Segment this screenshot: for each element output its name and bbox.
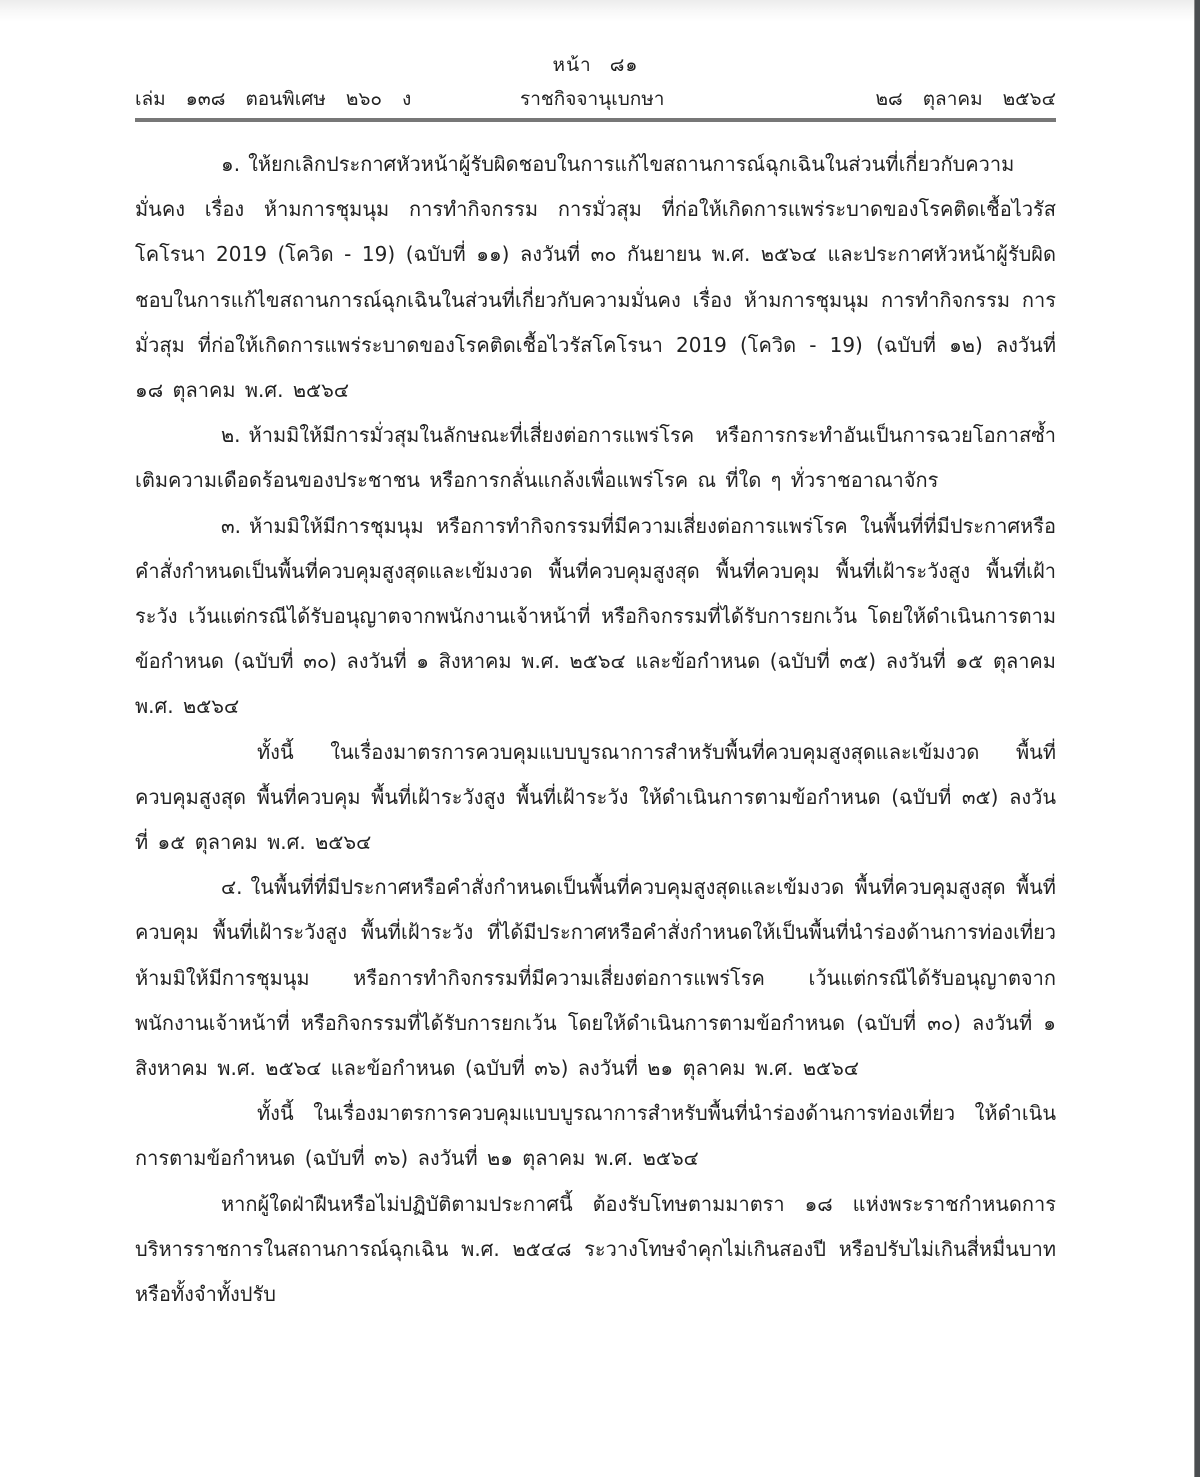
clause-number: ๓. [221,513,242,538]
clause-4 [135,865,1056,1091]
document-body [135,142,1056,1317]
page-number-value: ๘๑ [609,54,639,76]
penalty-paragraph [135,1182,1056,1318]
page-label: หน้า [552,54,592,76]
clause-text: ห้ามมิให้มีการมั่วสุมในลักษณะที่เสี่ยงต่อการแพร่โรค หรือการกระทำอันเป็นการฉวยโอกาสซ้ำเติมความเดือดร้อนของประชาชน หรือการกลั่นแกล้งเพื่อแพร่โรค ณ ที่ใด ๆ ทั่วราชอาณาจักร [135,423,1056,493]
clause-text: ให้ยกเลิกประกาศหัวหน้าผู้รับผิดชอบในการแก้ไขสถานการณ์ฉุกเฉินในส่วนที่เกี่ยวกับความมั่นคง เรื่อง ห้ามการชุมนุม การทำกิจกรรม การมั่วสุม ที่ก่อให้เกิดการแพร่ระบาดของโรคติดเชื้อไวรัสโคโรนา 2019 (โควิด - 19) (ฉบับที่ ๑๑) ลงวันที่ ๓๐ กันยายน พ.ศ. ๒๕๖๔ และประกาศหัวหน้าผู้รับผิดชอบในการแก้ไขสถานการณ์ฉุกเฉินในส่วนที่เกี่ยวกับความมั่นคง เรื่อง ห้ามการชุมนุม การทำกิจกรรม การมั่วสุม ที่ก่อให้เกิดการแพร่ระบาดของโรคติดเชื้อไวรัสโคโรนา 2019 (โควิด - 19) (ฉบับที่ ๑๒) ลงวันที่ ๑๘ ตุลาคม พ.ศ. ๒๕๖๔ [135,152,1056,403]
clause-number: ๔. [221,875,243,900]
penalty-text: หากผู้ใดฝ่าฝืนหรือไม่ปฏิบัติตามประกาศนี้ ต้องรับโทษตามมาตรา ๑๘ แห่งพระราชกำหนดการบริหารราชการในสถานการณ์ฉุกเฉิน พ.ศ. ๒๕๔๘ ระวางโทษจำคุกไม่เกินสองปี หรือปรับไม่เกินสี่หมื่นบาท หรือทั้งจำทั้งปรับ [135,1191,1056,1307]
clause-2 [135,413,1056,503]
note-text: ทั้งนี้ ในเรื่องมาตรการควบคุมแบบบูรณาการสำหรับพื้นที่ควบคุมสูงสุดและเข้มงวด พื้นที่ควบคุมสูงสุด พื้นที่ควบคุม พื้นที่เฝ้าระวังสูง พื้นที่เฝ้าระวัง ให้ดำเนินการตามข้อกำหนด (ฉบับที่ ๓๕) ลงวันที่ ๑๕ ตุลาคม พ.ศ. ๒๕๖๔ [135,739,1056,855]
publication-date: ๒๘ ตุลาคม ๒๕๖๔ [875,88,1056,110]
viewer-top-shadow [0,0,1195,22]
clause-4-note [135,1091,1056,1181]
clause-text: ห้ามมิให้มีการชุมนุม หรือการทำกิจกรรมที่มีความเสี่ยงต่อการแพร่โรค ในพื้นที่ที่มีประกาศหรือคำสั่งกำหนดเป็นพื้นที่ควบคุมสูงสุดและเข้มงวด พื้นที่ควบคุมสูงสุด พื้นที่ควบคุม พื้นที่เฝ้าระวังสูง พื้นที่เฝ้าระวัง เว้นแต่กรณีได้รับอนุญาตจากพนักงานเจ้าหน้าที่ หรือกิจกรรมที่ได้รับการยกเว้น โดยให้ดำเนินการตามข้อกำหนด (ฉบับที่ ๓๐) ลงวันที่ ๑ สิงหาคม พ.ศ. ๒๕๖๔ และข้อกำหนด (ฉบับที่ ๓๕) ลงวันที่ ๑๕ ตุลาคม พ.ศ. ๒๕๖๔ [135,513,1056,719]
clause-number: ๒. [221,423,241,448]
publication-title: ราชกิจจานุเบกษา [520,88,665,110]
volume-info: เล่ม ๑๓๘ ตอนพิเศษ ๒๖๐ ง [135,88,412,110]
clause-3-note [135,730,1056,866]
header-rule [135,118,1056,122]
page-number [135,50,1056,80]
running-header [135,84,1056,112]
viewer-scrollbar-edge[interactable] [1194,0,1200,1477]
note-text: ทั้งนี้ ในเรื่องมาตรการควบคุมแบบบูรณาการสำหรับพื้นที่นำร่องด้านการท่องเที่ยว ให้ดำเนินการตามข้อกำหนด (ฉบับที่ ๓๖) ลงวันที่ ๒๑ ตุลาคม พ.ศ. ๒๕๖๔ [135,1101,1056,1171]
clause-text: ในพื้นที่ที่มีประกาศหรือคำสั่งกำหนดเป็นพื้นที่ควบคุมสูงสุดและเข้มงวด พื้นที่ควบคุมสูงสุด พื้นที่ควบคุม พื้นที่เฝ้าระวังสูง พื้นที่เฝ้าระวัง ที่ได้มีประกาศหรือคำสั่งกำหนดให้เป็นพื้นที่นำร่องด้านการท่องเที่ยว ห้ามมิให้มีการชุมนุม หรือการทำกิจกรรมที่มีความเสี่ยงต่อการแพร่โรค เว้นแต่กรณีได้รับอนุญาตจากพนักงานเจ้าหน้าที่ หรือกิจกรรมที่ได้รับการยกเว้น โดยให้ดำเนินการตามข้อกำหนด (ฉบับที่ ๓๐) ลงวันที่ ๑ สิงหาคม พ.ศ. ๒๕๖๔ และข้อกำหนด (ฉบับที่ ๓๖) ลงวันที่ ๒๑ ตุลาคม พ.ศ. ๒๕๖๔ [135,875,1056,1081]
clause-1 [135,142,1056,413]
clause-3 [135,504,1056,730]
clause-number: ๑. [221,152,241,176]
